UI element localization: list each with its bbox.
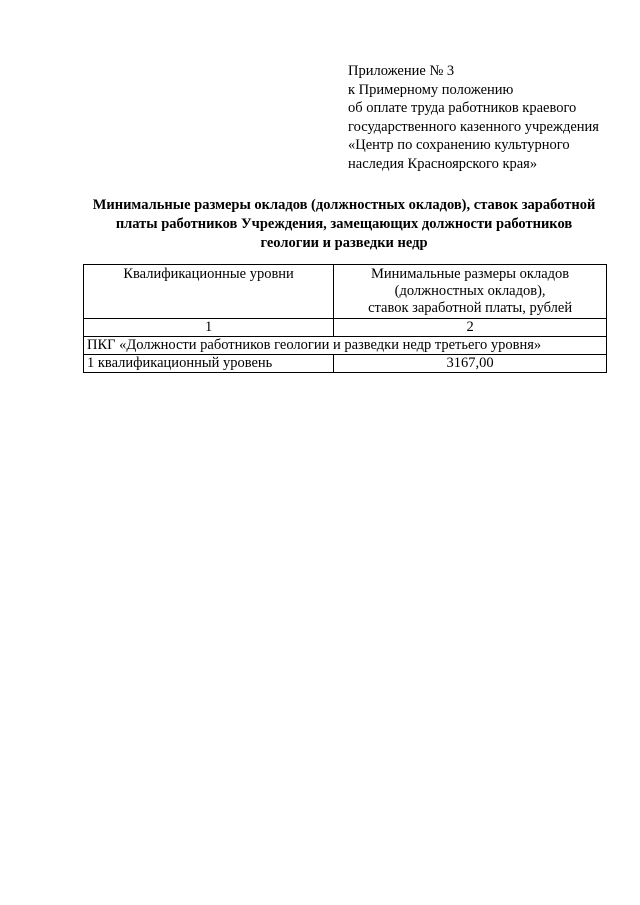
column-number-row — [84, 319, 607, 337]
column-number-2: 2 — [334, 319, 607, 337]
appendix-line: об оплате труда работников краевого — [348, 100, 577, 117]
appendix-line: «Центр по сохранению культурного — [348, 137, 570, 154]
appendix-line: государственного казенного учреждения — [348, 118, 599, 135]
table-row — [84, 355, 607, 373]
appendix-reference-block — [348, 62, 628, 174]
header-qualification-levels: Квалификационные уровни — [84, 265, 334, 319]
salary-value-cell: 3167,00 — [334, 355, 607, 373]
header-line: (должностных окладов), — [394, 283, 546, 299]
title-line: Минимальные размеры окладов (должностных окладов), ставок заработной — [92, 197, 596, 213]
header-minimum-salaries — [334, 265, 607, 319]
header-line: ставок заработной платы, рублей — [368, 300, 573, 316]
salary-table — [83, 264, 607, 373]
column-number-1: 1 — [84, 319, 334, 337]
document-title — [70, 196, 618, 253]
appendix-line: наследия Красноярского края» — [348, 155, 538, 172]
title-line: платы работников Учреждения, замещающих должности работников — [115, 216, 573, 232]
professional-qualification-group: ПКГ «Должности работников геологии и разведки недр третьего уровня» — [84, 337, 607, 355]
table-header-row — [84, 265, 607, 319]
qualification-level-cell: 1 квалификационный уровень — [84, 355, 334, 373]
appendix-line: к Примерному положению — [348, 81, 514, 98]
group-row — [84, 337, 607, 355]
header-line: Минимальные размеры окладов — [371, 266, 570, 282]
appendix-line: Приложение № 3 — [348, 63, 455, 79]
title-line: геологии и разведки недр — [260, 235, 428, 251]
